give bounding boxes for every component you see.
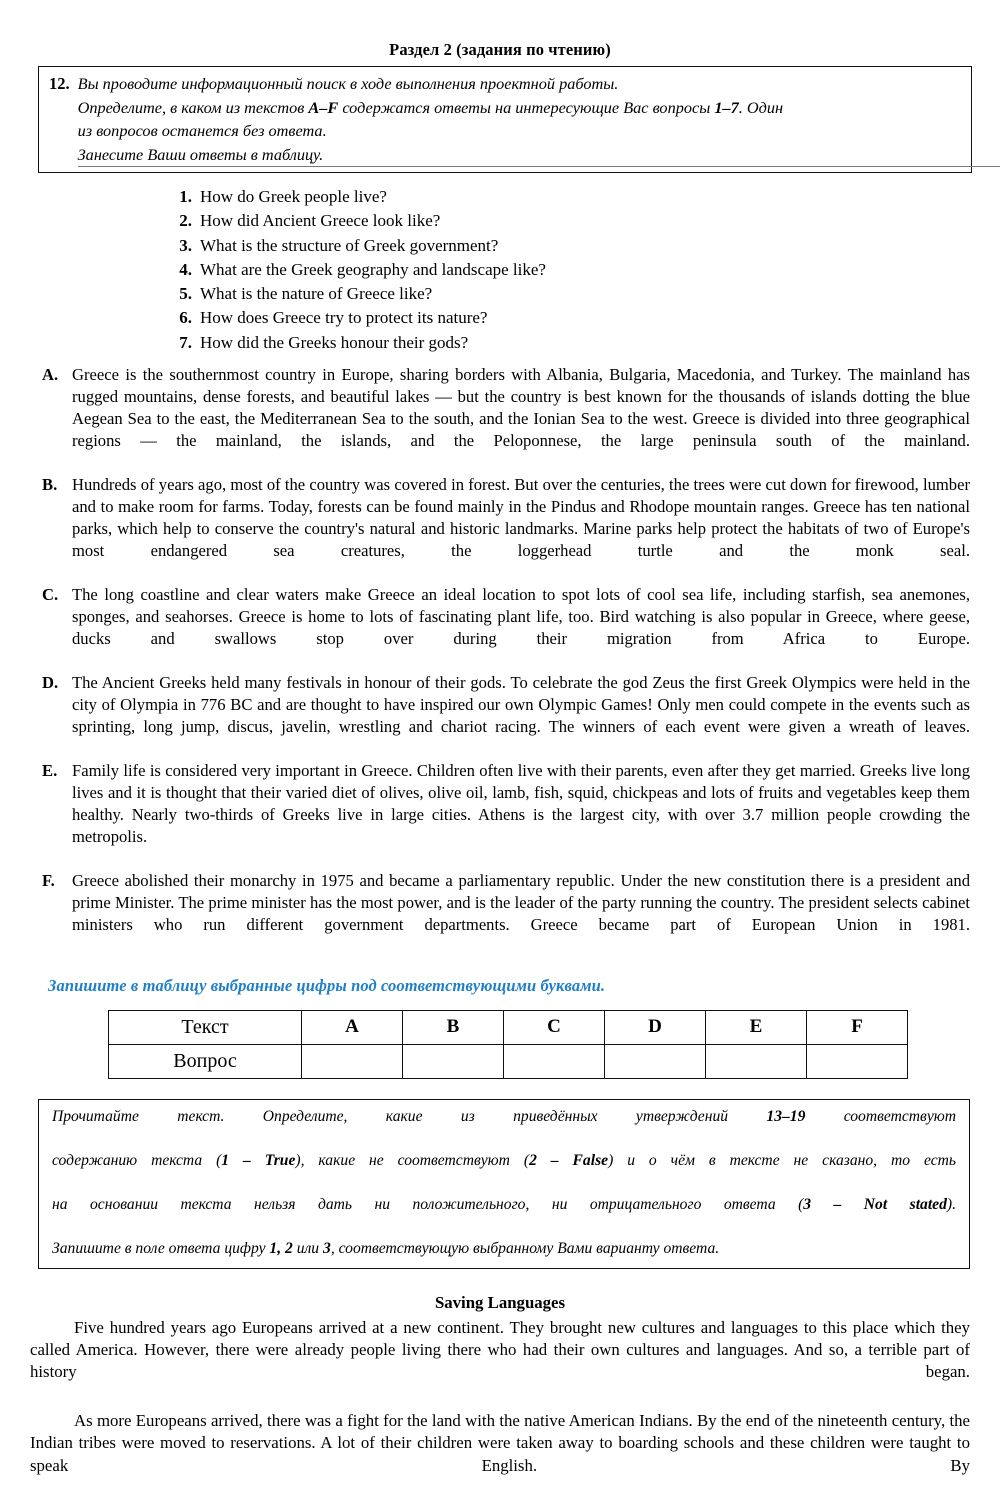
note-line-2-part-a: содержанию текста ( xyxy=(52,1151,222,1169)
question-text: How did the Greeks honour their gods? xyxy=(200,332,469,352)
task-12-line-4-wrap xyxy=(78,143,1000,168)
note-line-1-part-a: Прочитайте текст. Определите, какие из приведённых утверждений xyxy=(52,1107,767,1125)
passage-letter: D. xyxy=(42,672,59,692)
column-header-d: D xyxy=(605,1010,706,1044)
task-12-range-numbers: 1–7 xyxy=(714,97,739,117)
passage-letter: B. xyxy=(42,474,58,494)
table-row-header xyxy=(109,1010,908,1044)
question-item xyxy=(0,234,1000,258)
column-header-c: C xyxy=(504,1010,605,1044)
story-title: Saving Languages xyxy=(434,1292,566,1312)
story-paragraph-2: As more Europeans arrived, there was a fight for the land with the native American Indians. By the end of the nineteenth century, the Indian tribes were moved to reservations. A lot of their children were taken away to boarding schools and these children were taught to speak English. By xyxy=(30,1410,970,1475)
passage-f xyxy=(42,870,970,958)
question-item xyxy=(0,282,1000,306)
answer-cell-c[interactable] xyxy=(504,1044,605,1078)
note-line-2-part-e: ) и о чём в тексте не сказано, то есть xyxy=(608,1151,957,1169)
answer-cell-d[interactable] xyxy=(605,1044,706,1078)
note-line-2 xyxy=(52,1150,956,1194)
question-number: 2. xyxy=(179,211,192,231)
column-header-e: E xyxy=(706,1010,807,1044)
note-option-true: 1 – True xyxy=(221,1151,296,1169)
note-line-2-part-c: ), какие не соответствуют ( xyxy=(295,1151,530,1169)
task-13-19-instruction-box xyxy=(38,1099,970,1269)
answer-cell-b[interactable] xyxy=(403,1044,504,1078)
task-12-text xyxy=(78,72,1000,168)
note-line-4 xyxy=(52,1238,956,1260)
table-row-answers xyxy=(109,1044,908,1078)
task-12-line-4: Занесите Ваши ответы в таблицу. xyxy=(78,143,1000,167)
task-12-range-letters: A–F xyxy=(308,97,339,117)
note-option-false: 2 – False xyxy=(529,1151,609,1169)
question-text: What are the Greek geography and landscape like? xyxy=(200,259,546,279)
question-text: How do Greek people live? xyxy=(200,186,387,206)
question-item xyxy=(0,209,1000,233)
task-12-instruction-box xyxy=(38,66,972,173)
passage-letter: F. xyxy=(42,870,55,890)
question-number: 1. xyxy=(179,186,192,206)
passage-text: Family life is considered very important in Greece. Children often live with their parents, even after they get married. Greeks live long lives and it is thought that their varied diet of olives, olive oil, lamb, fish, squid, chickpeas and lots of fruits and vegetables keep them healthy. Nearly two-thirds of Greeks live in large cities. Athens is the largest city, with over 3.7 million people crowding the metropolis. xyxy=(72,760,970,846)
question-number: 5. xyxy=(179,284,192,304)
task-12-number: 12. xyxy=(49,74,70,94)
passage-text: The long coastline and clear waters make Greece an ideal location to spot lots of cool sea life, including starfish, sea anemones, sponges, and seahorses. Greece is home to lots of fascinating plant life, too. Bird watching is also popular in Greece, where geese, ducks and swallows stop over during their migration from Africa to Europe. xyxy=(72,584,970,648)
question-item xyxy=(0,306,1000,330)
task-12-line-3: из вопросов останется без ответа. xyxy=(77,121,327,141)
column-header-f: F xyxy=(807,1010,908,1044)
question-text: How does Greece try to protect its nature? xyxy=(200,308,488,328)
passage-e xyxy=(42,760,970,870)
question-text: What is the nature of Greece like? xyxy=(200,284,433,304)
question-item xyxy=(0,185,1000,209)
answer-table xyxy=(108,1010,908,1079)
reading-passages xyxy=(0,364,1000,958)
column-header-b: B xyxy=(403,1010,504,1044)
task-12-line-2-part-a: Определите, в каком из текстов xyxy=(77,97,309,117)
passage-c xyxy=(42,584,970,672)
note-option-not-stated: 3 – Not stated xyxy=(803,1196,947,1214)
question-item xyxy=(0,258,1000,282)
row-label-question: Вопрос xyxy=(109,1044,302,1078)
task-12-line-2 xyxy=(78,96,1000,119)
question-number: 7. xyxy=(179,332,192,352)
passage-letter: E. xyxy=(42,760,58,780)
task-12-line-2-part-c: содержатся ответы на интересующие Вас вопросы xyxy=(338,97,715,117)
note-statements-range: 13–19 xyxy=(766,1107,806,1125)
note-line-4-part-c: или xyxy=(292,1240,324,1258)
note-line-3-part-a: на основании текста нельзя дать ни положительного, ни отрицательного ответа ( xyxy=(52,1196,804,1214)
note-digit-3: 3 xyxy=(323,1240,331,1258)
note-line-4-part-a: Запишите в поле ответа цифру xyxy=(52,1240,270,1258)
note-line-1-part-c: соответствуют xyxy=(805,1107,956,1125)
passage-text: Greece abolished their monarchy in 1975 and became a parliamentary republic. Under the new constitution there is a president and prime Minister. The prime minister has the most power, and is the leader of the party running the country. The president selects cabinet ministers who run different government departments. Greece became part of European Union in 1981. xyxy=(72,870,970,934)
question-text: What is the structure of Greek government? xyxy=(200,235,499,255)
passage-b xyxy=(42,474,970,584)
passage-d xyxy=(42,672,970,760)
task-12-line-1: Вы проводите информационный поиск в ходе выполнения проектной работы. xyxy=(77,74,619,94)
passage-text: The Ancient Greeks held many festivals in honour of their gods. To celebrate the god Zeus the first Greek Olympics were held in the city of Olympia in 776 BC and are thought to have inspired our own Olympic Games! Only men could compete in the events such as sprinting, long jump, discus, javelin, wrestling and chariot racing. The winners of each event were given a wreath of leaves. xyxy=(72,672,970,736)
note-digits-1-2: 1, 2 xyxy=(269,1240,293,1258)
passage-letter: A. xyxy=(42,365,59,385)
note-line-3 xyxy=(52,1194,956,1238)
passage-letter: C. xyxy=(42,584,59,604)
question-number: 6. xyxy=(179,308,192,328)
passage-text: Greece is the southernmost country in Europe, sharing borders with Albania, Bulgaria, Macedonia, and Turkey. The mainland has rugged mountains, dense forests, and beautiful lakes — but the country is best known for the thousands of islands dotting the blue Aegean Sea to the east, the Mediterranean Sea to the south, and the Ionian Sea to the west. Greece is divided into three geographical regions — the mainland, the islands, and the Peloponnese, the large peninsula south of the mainland. xyxy=(72,365,970,450)
passage-text: Hundreds of years ago, most of the country was covered in forest. But over the centuries, the trees were cut down for firewood, lumber and to make room for farms. Today, forests can be found mainly in the Pindus and Rhodope mountain ranges. Greece has ten national parks, which help to conserve the country's natural and historic landmarks. Marine parks help protect the habitats of two of Europe's most endangered sea creatures, the loggerhead turtle and the monk seal. xyxy=(72,474,970,560)
questions-list xyxy=(0,185,1000,355)
note-line-4-part-e: , соответствующую выбранному Вами варианту ответа. xyxy=(330,1240,720,1258)
column-header-a: A xyxy=(302,1010,403,1044)
question-number: 3. xyxy=(179,235,192,255)
question-item xyxy=(0,331,1000,355)
story-paragraph-1: Five hundred years ago Europeans arrived at a new continent. They brought new cultures and languages to this place which they called America. However, there were already people living there who had their own cultures and languages. And so, a terrible part of history began. xyxy=(30,1317,970,1382)
blue-instruction-note: Запишите в таблицу выбранные цифры под соответствующими буквами. xyxy=(48,975,606,995)
row-label-text: Текст xyxy=(109,1010,302,1044)
note-line-1 xyxy=(52,1106,956,1150)
note-line-3-part-c: ). xyxy=(946,1196,956,1214)
section-heading: Раздел 2 (задания по чтению) xyxy=(389,40,611,59)
task-12-line-2-part-e: . Один xyxy=(738,97,784,117)
answer-cell-e[interactable] xyxy=(706,1044,807,1078)
answer-cell-a[interactable] xyxy=(302,1044,403,1078)
passage-a xyxy=(42,364,970,474)
answer-cell-f[interactable] xyxy=(807,1044,908,1078)
question-text: How did Ancient Greece look like? xyxy=(200,211,441,231)
answer-table-wrapper xyxy=(108,1010,1000,1079)
question-number: 4. xyxy=(179,259,192,279)
